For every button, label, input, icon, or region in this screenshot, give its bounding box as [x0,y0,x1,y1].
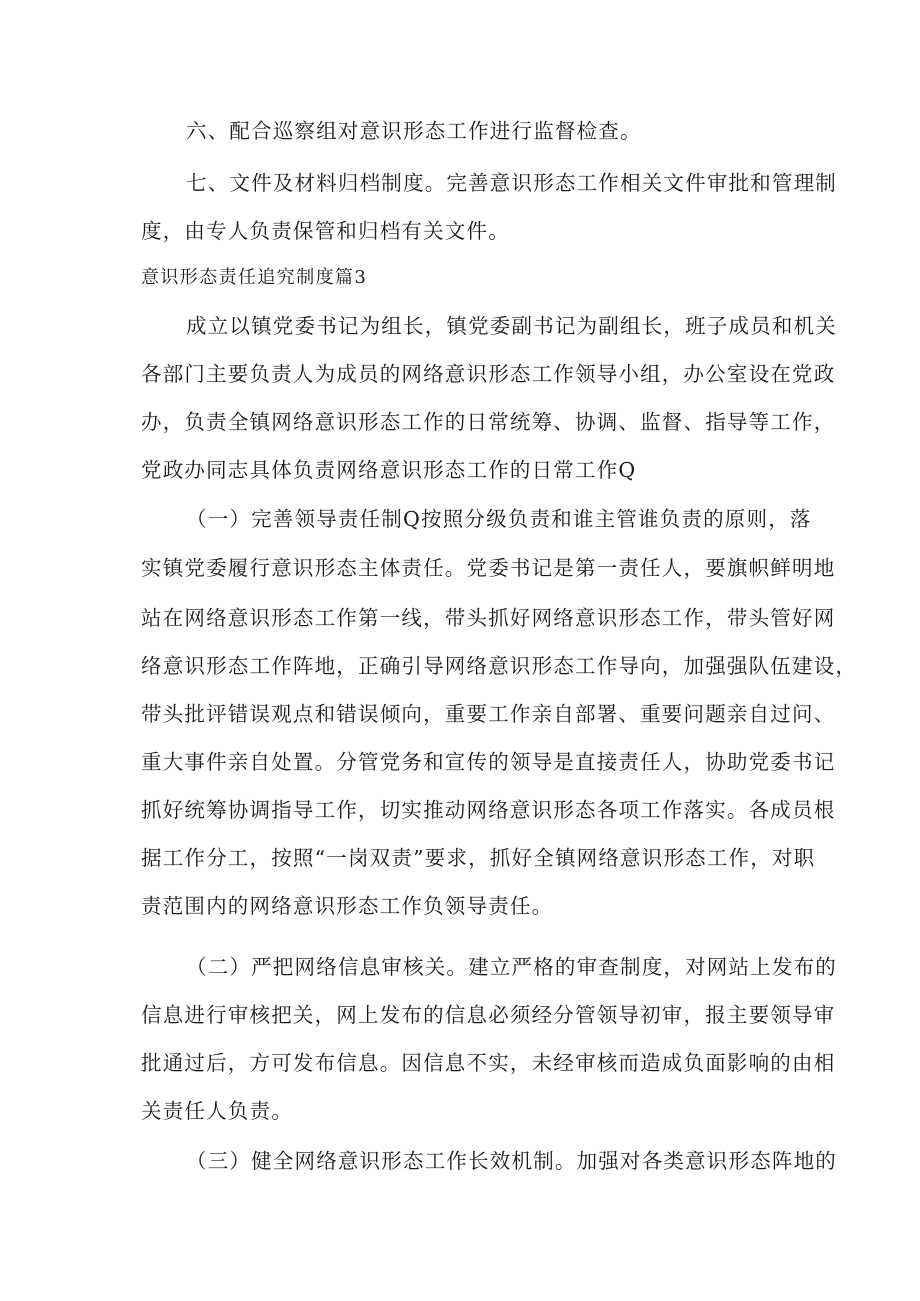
text-line-8: 党政办同志具体负责网络意识形态工作的日常工作Q [141,458,637,482]
text-line-10: 实镇党委履行意识形态主体责任。党委书记是第一责任人，要旗帜鲜明地 [141,556,836,580]
text-line-19: 信息进行审核把关，网上发布的信息必须经分管领导初审，报主要领导审 [141,1003,836,1027]
text-line-17: 责范围内的网络意识形态工作负领导责任。 [141,894,554,918]
text-line-11: 站在网络意识形态工作第一线，带头抓好网络意识形态工作，带头管好网 [141,606,836,630]
text-line-21: 关责任人负责。 [141,1099,293,1123]
text-line-6: 各部门主要负责人为成员的网络意识形态工作领导小组，办公室设在党政 [141,362,836,386]
text-line-3: 度，由专人负责保管和归档有关文件。 [141,219,510,243]
text-line-7: 办，负责全镇网络意识形态工作的日常统筹、协调、监督、指导等工作， [141,410,836,434]
text-line-15: 抓好统筹协调指导工作，切实推动网络意识形态各项工作落实。各成员根 [141,798,836,822]
text-line-13: 带头批评错误观点和错误倾向，重要工作亲自部署、重要问题亲自过问、 [141,702,836,726]
text-line-9: （一）完善领导责任制Q按照分级负责和谁主管谁负责的原则，落 [186,507,812,531]
text-line-1: 六、配合巡察组对意识形态工作进行监督检查。 [186,119,642,143]
text-line-16: 据工作分工，按照“一岗双责”要求，抓好全镇网络意识形态工作，对职 [141,846,816,870]
text-line-14: 重大事件亲自处置。分管党务和宣传的领导是直接责任人，协助党委书记 [141,750,836,774]
text-line-20: 批通过后，方可发布信息。因信息不实，未经审核而造成负面影响的由相 [141,1051,836,1075]
text-line-22: （三）健全网络意识形态工作长效机制。加强对各类意识形态阵地的 [186,1149,837,1173]
text-line-5: 成立以镇党委书记为组长，镇党委副书记为副组长，班子成员和机关 [186,314,837,338]
text-line-18: （二）严把网络信息审核关。建立严格的审查制度，对网站上发布的 [186,955,837,979]
text-line-12: 络意识形态工作阵地，正确引导网络意识形态工作导向，加强强队伍建设， [141,654,858,678]
section-heading: 意识形态责任追究制度篇3 [141,267,368,288]
text-line-2: 七、文件及材料归档制度。完善意识形态工作相关文件审批和管理制 [186,171,837,195]
